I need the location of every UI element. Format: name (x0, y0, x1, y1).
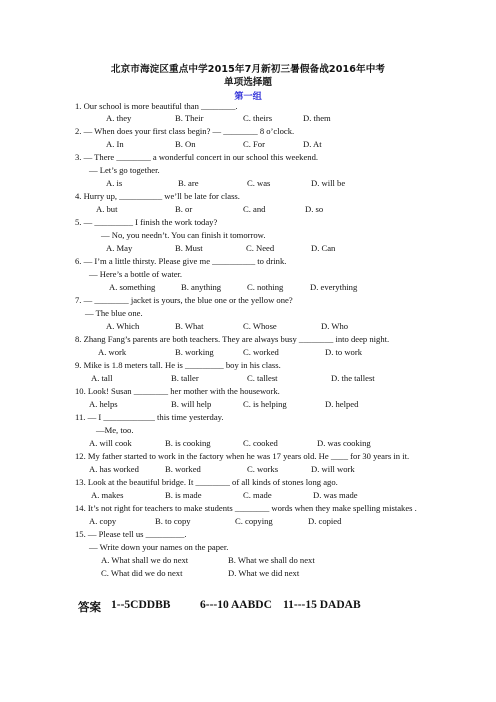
question-8-option-c: C. worked (243, 347, 279, 357)
question-13-option-d: D. was made (313, 490, 358, 500)
question-15-option-a: A. What shall we do next (101, 555, 189, 565)
question-13-option-c: C. made (243, 490, 272, 500)
question-8-option-a: A. work (98, 347, 127, 357)
question-15-reply: ― Write down your names on the paper. (89, 542, 229, 552)
question-6-stem: 6. ― I’m a little thirsty. Please give me __________ to drink. (75, 256, 287, 266)
answer-part-1: 1--5CDDBB (111, 599, 171, 611)
answer-part-2: 6---10 AABDC (200, 599, 272, 611)
answer-part-3: 11---15 DADAB (283, 599, 361, 611)
question-1-option-c: C. theirs (243, 113, 273, 123)
question-14-stem: 14. It’s not right for teachers to make students ________ words when they make spelling mistakes . (75, 503, 417, 513)
question-2-option-d: D. At (303, 139, 322, 149)
question-6-option-c: C. nothing (247, 282, 284, 292)
question-5-option-d: D. Can (311, 243, 336, 253)
question-3-option-b: B. are (178, 178, 199, 188)
question-12-stem: 12. My father started to work in the factory when he was 17 years old. He ____ for 30 years in it. (75, 451, 410, 461)
question-10-option-d: D. helped (325, 399, 359, 409)
section-title: 单项选择题 (224, 77, 272, 88)
question-4-option-d: D. so (305, 204, 324, 214)
question-2-option-b: B. On (175, 139, 196, 149)
question-4-option-b: B. or (175, 204, 193, 214)
question-5-reply: ― No, you needn’t. You can finish it tomorrow. (101, 230, 266, 240)
question-5-option-a: A. May (106, 243, 133, 253)
question-13-stem: 13. Look at the beautiful bridge. It ________ of all kinds of stones long ago. (75, 477, 338, 487)
question-13-option-a: A. makes (91, 490, 124, 500)
question-10-option-b: B. will help (171, 399, 212, 409)
question-8-option-d: D. to work (325, 347, 362, 357)
question-6-option-b: B. anything (181, 282, 222, 292)
question-7-stem: 7. ― ________ jacket is yours, the blue one or the yellow one? (75, 295, 293, 305)
question-5-option-b: B. Must (175, 243, 203, 253)
question-6-option-d: D. everything (310, 282, 358, 292)
question-1-stem: 1. Our school is more beautiful than ________. (75, 101, 238, 111)
question-15-option-c: C. What did we do next (101, 568, 183, 578)
question-10-option-c: C. is helping (243, 399, 287, 409)
question-11-option-d: D. was cooking (317, 438, 371, 448)
question-3-stem: 3. ― There ________ a wonderful concert in our school this weekend. (75, 152, 319, 162)
question-12-option-d: D. will work (311, 464, 355, 474)
question-3-option-c: C. was (247, 178, 271, 188)
page-title: 北京市海淀区重点中学2015年7月新初三暑假备战2016年中考 (110, 64, 386, 75)
question-6-option-a: A. something (109, 282, 156, 292)
question-6-reply: ― Here’s a bottle of water. (89, 269, 183, 279)
question-13-option-b: B. is made (165, 490, 202, 500)
question-7-reply: ― The blue one. (85, 308, 143, 318)
question-9-option-b: B. taller (171, 373, 199, 383)
question-7-option-c: C. Whose (243, 321, 277, 331)
question-15-stem: 15. ― Please tell us _________. (75, 529, 187, 539)
group-title: 第一组 (234, 91, 262, 102)
question-9-option-c: C. tallest (247, 373, 278, 383)
question-15-option-d: D. What we did next (228, 568, 300, 578)
question-14-option-a: A. copy (89, 516, 117, 526)
question-5-stem: 5. ― _________ I finish the work today? (75, 217, 218, 227)
question-8-stem: 8. Zhang Fang’s parents are both teachers. They are always busy ________ into deep night. (75, 334, 390, 344)
answer-label: 答案 (78, 602, 101, 614)
question-12-option-a: A. has worked (89, 464, 139, 474)
question-4-option-c: C. and (243, 204, 266, 214)
question-12-option-b: B. worked (165, 464, 201, 474)
question-7-option-a: A. Which (106, 321, 140, 331)
question-11-stem: 11. ― I ____________ this time yesterday. (75, 412, 224, 422)
question-7-option-d: D. Who (321, 321, 349, 331)
question-10-option-a: A. helps (89, 399, 118, 409)
question-2-option-a: A. In (106, 139, 124, 149)
question-11-option-b: B. is cooking (165, 438, 211, 448)
question-9-option-a: A. tall (91, 373, 113, 383)
question-3-reply: ― Let’s go together. (89, 165, 160, 175)
question-14-option-b: B. to copy (155, 516, 191, 526)
question-1-option-b: B. Their (175, 113, 204, 123)
question-8-option-b: B. working (175, 347, 214, 357)
question-9-option-d: D. the tallest (331, 373, 375, 383)
question-4-option-a: A. but (96, 204, 118, 214)
question-10-stem: 10. Look! Susan ________ her mother with the housework. (75, 386, 280, 396)
question-9-stem: 9. Mike is 1.8 meters tall. He is _________ boy in his class. (75, 360, 281, 370)
question-1-option-a: A. they (106, 113, 132, 123)
question-11-option-c: C. cooked (243, 438, 278, 448)
question-14-option-d: D. copied (308, 516, 342, 526)
question-15-option-b: B. What we shall do next (228, 555, 315, 565)
question-2-stem: 2. ― When does your first class begin? ― ________ 8 o’clock. (75, 126, 295, 136)
question-7-option-b: B. What (175, 321, 204, 331)
question-14-option-c: C. copying (235, 516, 273, 526)
question-2-option-c: C. For (243, 139, 265, 149)
question-12-option-c: C. works (247, 464, 279, 474)
question-4-stem: 4. Hurry up, __________ we’ll be late for class. (75, 191, 240, 201)
question-11-option-a: A. will cook (89, 438, 132, 448)
question-3-option-d: D. will be (311, 178, 346, 188)
question-11-reply: ―Me, too. (96, 425, 134, 435)
question-1-option-d: D. them (303, 113, 331, 123)
question-5-option-c: C. Need (246, 243, 275, 253)
question-3-option-a: A. is (106, 178, 123, 188)
